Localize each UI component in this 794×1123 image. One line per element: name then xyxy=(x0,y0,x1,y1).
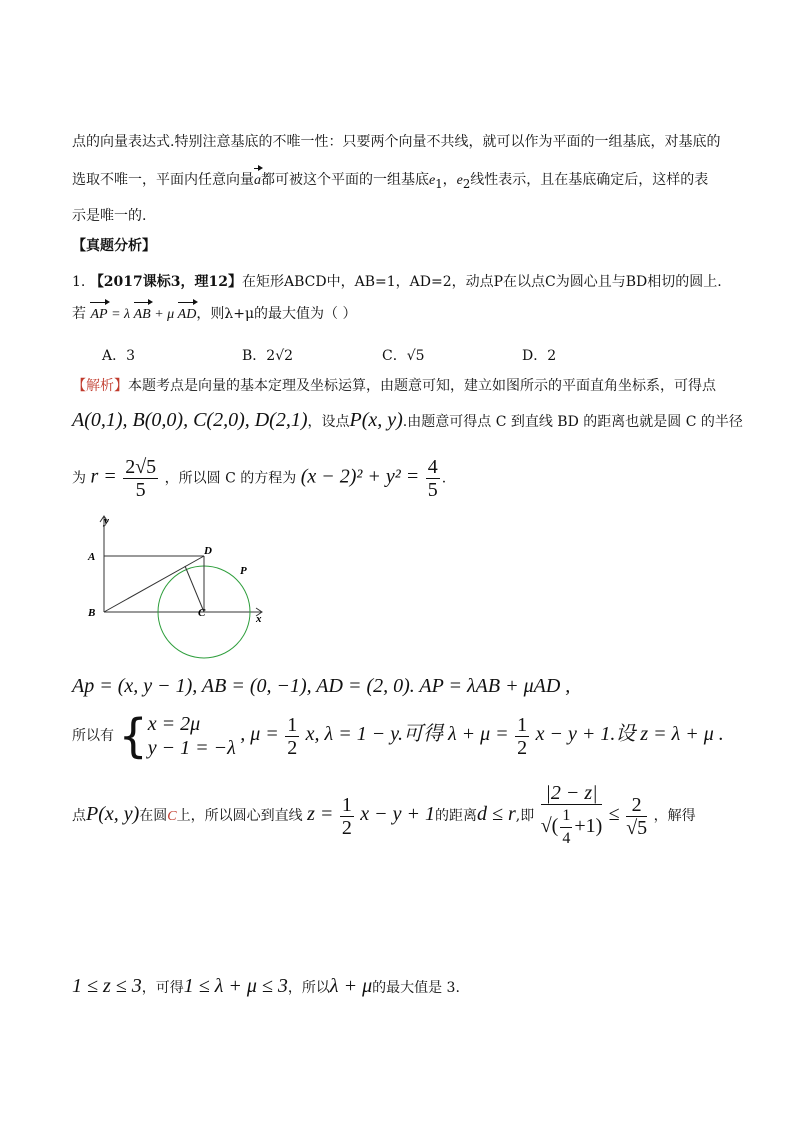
problem-stem: 1. 【2017课标3，理12】在矩形ABCD中，AB=1，AD=2，动点P在以点C为圆心且与BD相切的圆上. xyxy=(72,274,722,290)
option-b[interactable]: B．2√2 xyxy=(242,348,294,364)
solution-tag: 【解析】 xyxy=(72,378,128,394)
problem-condition: 若 AP = λ AB + μ AD，则λ+μ的最大值为（ ） xyxy=(72,304,357,325)
label-x: x xyxy=(256,613,262,625)
section-heading: 【真题分析】 xyxy=(72,238,156,254)
final-line: 1 ≤ z ≤ 3，可得1 ≤ λ + μ ≤ 3，所以λ + μ的最大值是 3. xyxy=(72,975,460,997)
option-d[interactable]: D．2 xyxy=(522,348,557,364)
label-p: P xyxy=(240,565,247,577)
solution-line-3: 为 r = $\frac{2√5}{5}$ ，所以圆 C 的方程为 (x − 2)² + y² = $\frac{4}{5}$ . xyxy=(72,456,447,501)
distance-line: 点P(x, y)在圆C上，所以圆心到直线 z = $\frac{1}{2}$ x − y + 1的距离d ≤ r,即 |2 − z| √( $\frac{1}{4}$ +1) ≤ $\frac{2}{√5}$ ，解得 xyxy=(72,782,696,847)
vector-a: a xyxy=(254,171,261,191)
label-c: C xyxy=(198,607,206,619)
solution-line-2: A(0,1), B(0,0), C(2,0), D(2,1)，设点P(x, y).由题意可得点 C 到直线 BD 的距离也就是圆 C 的半径 xyxy=(72,409,743,431)
option-c[interactable]: C．√5 xyxy=(382,348,425,364)
intro-line-3: 示是唯一的. xyxy=(72,208,147,224)
label-y: y xyxy=(104,515,109,527)
options-row xyxy=(102,346,622,366)
label-d: D xyxy=(204,545,212,557)
radius-segment xyxy=(185,566,204,612)
system-line: 所以有 { x = 2μ y − 1 = −λ , μ = $\frac{1}{2}$ x, λ = 1 − y.可得 λ + μ = $\frac{1}{2}$ x − y + 1.设 z = λ + μ . xyxy=(72,709,724,763)
option-a[interactable]: A．3 xyxy=(102,348,136,364)
intro-line-2: 选取不唯一，平面内任意向量a都可被这个平面的一组基底$e_1$，$e_2$线性表示，且在基底确定后，这样的表 xyxy=(72,172,709,191)
point-coords: A(0,1), B(0,0), C(2,0), D(2,1) xyxy=(72,409,308,431)
vector-equation-line: Ap = (x, y − 1), AB = (0, −1), AD = (2, 0). AP = λAB + μAD , xyxy=(72,675,571,697)
segment-bd xyxy=(104,556,204,612)
label-b: B xyxy=(88,607,96,619)
coordinate-figure xyxy=(80,512,270,662)
intro-line-1: 点的向量表达式.特别注意基底的不唯一性：只要两个向量不共线，就可以作为平面的一组基底，对基底的 xyxy=(72,134,721,150)
label-a: A xyxy=(88,551,96,563)
solution-line-1: 【解析】本题考点是向量的基本定理及坐标运算，由题意可知，建立如图所示的平面直角坐标系，可得点 xyxy=(72,378,716,394)
